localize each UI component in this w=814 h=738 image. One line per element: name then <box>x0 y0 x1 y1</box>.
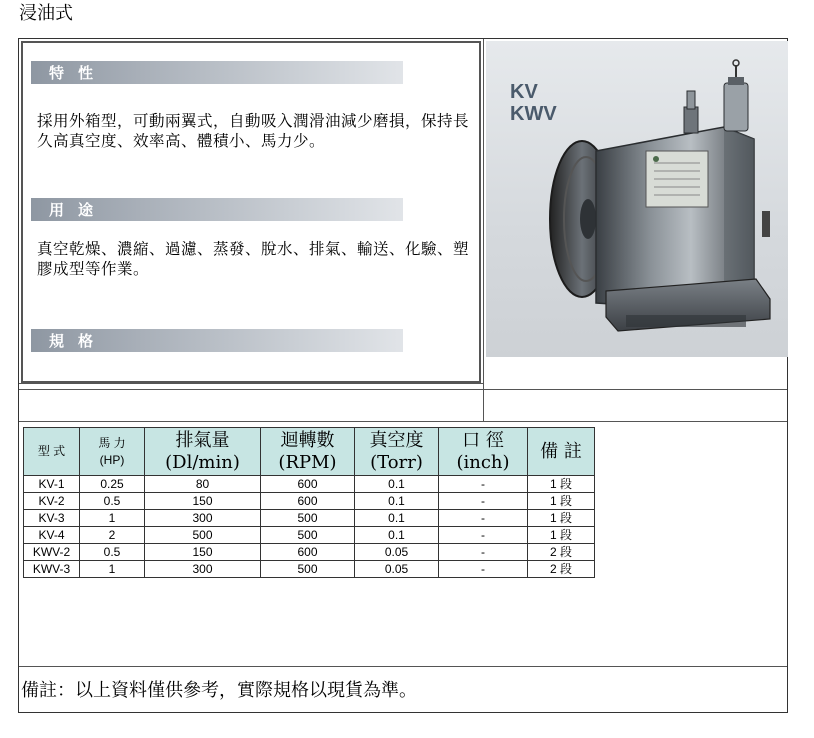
table-row <box>24 527 595 544</box>
cell-exhaust: 300 <box>145 510 261 527</box>
cell-exhaust: 150 <box>145 544 261 561</box>
cell-rpm: 600 <box>261 476 355 493</box>
col-vacuum-header: 真空度 (Torr) <box>355 428 439 476</box>
spec-table <box>23 427 595 578</box>
specs-header <box>31 329 403 352</box>
cell-exhaust: 150 <box>145 493 261 510</box>
cell-vacuum: 0.05 <box>355 544 439 561</box>
col-port-header: 口 徑 (inch) <box>439 428 528 476</box>
product-panel <box>18 38 788 713</box>
cell-note: 2 段 <box>528 544 595 561</box>
cell-rpm: 600 <box>261 493 355 510</box>
uses-header <box>31 198 403 221</box>
cell-model: KV-4 <box>24 527 80 544</box>
cell-model: KWV-2 <box>24 544 80 561</box>
cell-hp: 0.5 <box>80 544 145 561</box>
cell-rpm: 500 <box>261 527 355 544</box>
cell-exhaust: 80 <box>145 476 261 493</box>
col-model-header: 型 式 <box>24 428 80 476</box>
model-line-1: KV <box>510 81 538 103</box>
cell-note: 1 段 <box>528 493 595 510</box>
cell-model: KV-2 <box>24 493 80 510</box>
cell-vacuum: 0.1 <box>355 476 439 493</box>
column-divider <box>483 39 484 422</box>
cell-note: 1 段 <box>528 476 595 493</box>
specs-label: 規格 <box>49 332 108 350</box>
table-row <box>24 544 595 561</box>
uses-text: 真空乾燥、濃縮、過濾、蒸發、脫水、排氣、輸送、化驗、塑膠成型等作業。 <box>37 240 470 278</box>
page-title: 浸油式 <box>19 3 73 24</box>
col-exhaust-header: 排氣量 (Dl/min) <box>145 428 261 476</box>
cell-port: - <box>439 493 528 510</box>
cell-hp: 2 <box>80 527 145 544</box>
cell-vacuum: 0.1 <box>355 527 439 544</box>
col-note-header: 備 註 <box>528 428 595 476</box>
model-line-2: KWV <box>510 103 557 125</box>
col-rpm-header: 迴轉數 (RPM) <box>261 428 355 476</box>
cell-model: KV-3 <box>24 510 80 527</box>
row-divider-left <box>19 383 483 384</box>
cell-exhaust: 500 <box>145 527 261 544</box>
cell-port: - <box>439 544 528 561</box>
cell-hp: 1 <box>80 510 145 527</box>
cell-port: - <box>439 510 528 527</box>
row-divider-2 <box>19 421 787 422</box>
cell-hp: 0.5 <box>80 493 145 510</box>
row-divider <box>19 389 787 390</box>
col-hp-header: 馬 力 (HP) <box>80 428 145 476</box>
cell-port: - <box>439 561 528 578</box>
cell-note: 2 段 <box>528 561 595 578</box>
table-row <box>24 476 595 493</box>
uses-label: 用途 <box>49 201 108 219</box>
cell-model: KV-1 <box>24 476 80 493</box>
features-text: 採用外箱型，可動兩翼式，自動吸入潤滑油減少磨損，保持長久高真空度、效率高、體積小、馬力少。 <box>37 112 470 150</box>
cell-note: 1 段 <box>528 527 595 544</box>
features-header <box>31 61 403 84</box>
table-row <box>24 493 595 510</box>
table-header-row <box>24 428 595 476</box>
cell-port: - <box>439 476 528 493</box>
footnote: 備註：以上資料僅供參考，實際規格以現貨為準。 <box>21 680 417 701</box>
cell-model: KWV-3 <box>24 561 80 578</box>
cell-hp: 1 <box>80 561 145 578</box>
cell-hp: 0.25 <box>80 476 145 493</box>
cell-exhaust: 300 <box>145 561 261 578</box>
pump-photo <box>486 41 788 357</box>
cell-rpm: 500 <box>261 510 355 527</box>
description-box <box>21 41 481 383</box>
cell-note: 1 段 <box>528 510 595 527</box>
cell-vacuum: 0.1 <box>355 493 439 510</box>
cell-vacuum: 0.1 <box>355 510 439 527</box>
cell-vacuum: 0.05 <box>355 561 439 578</box>
features-label: 特性 <box>49 64 108 82</box>
footnote-divider <box>19 666 787 667</box>
cell-rpm: 500 <box>261 561 355 578</box>
table-row <box>24 510 595 527</box>
model-label <box>510 81 557 125</box>
table-row <box>24 561 595 578</box>
cell-rpm: 600 <box>261 544 355 561</box>
cell-port: - <box>439 527 528 544</box>
